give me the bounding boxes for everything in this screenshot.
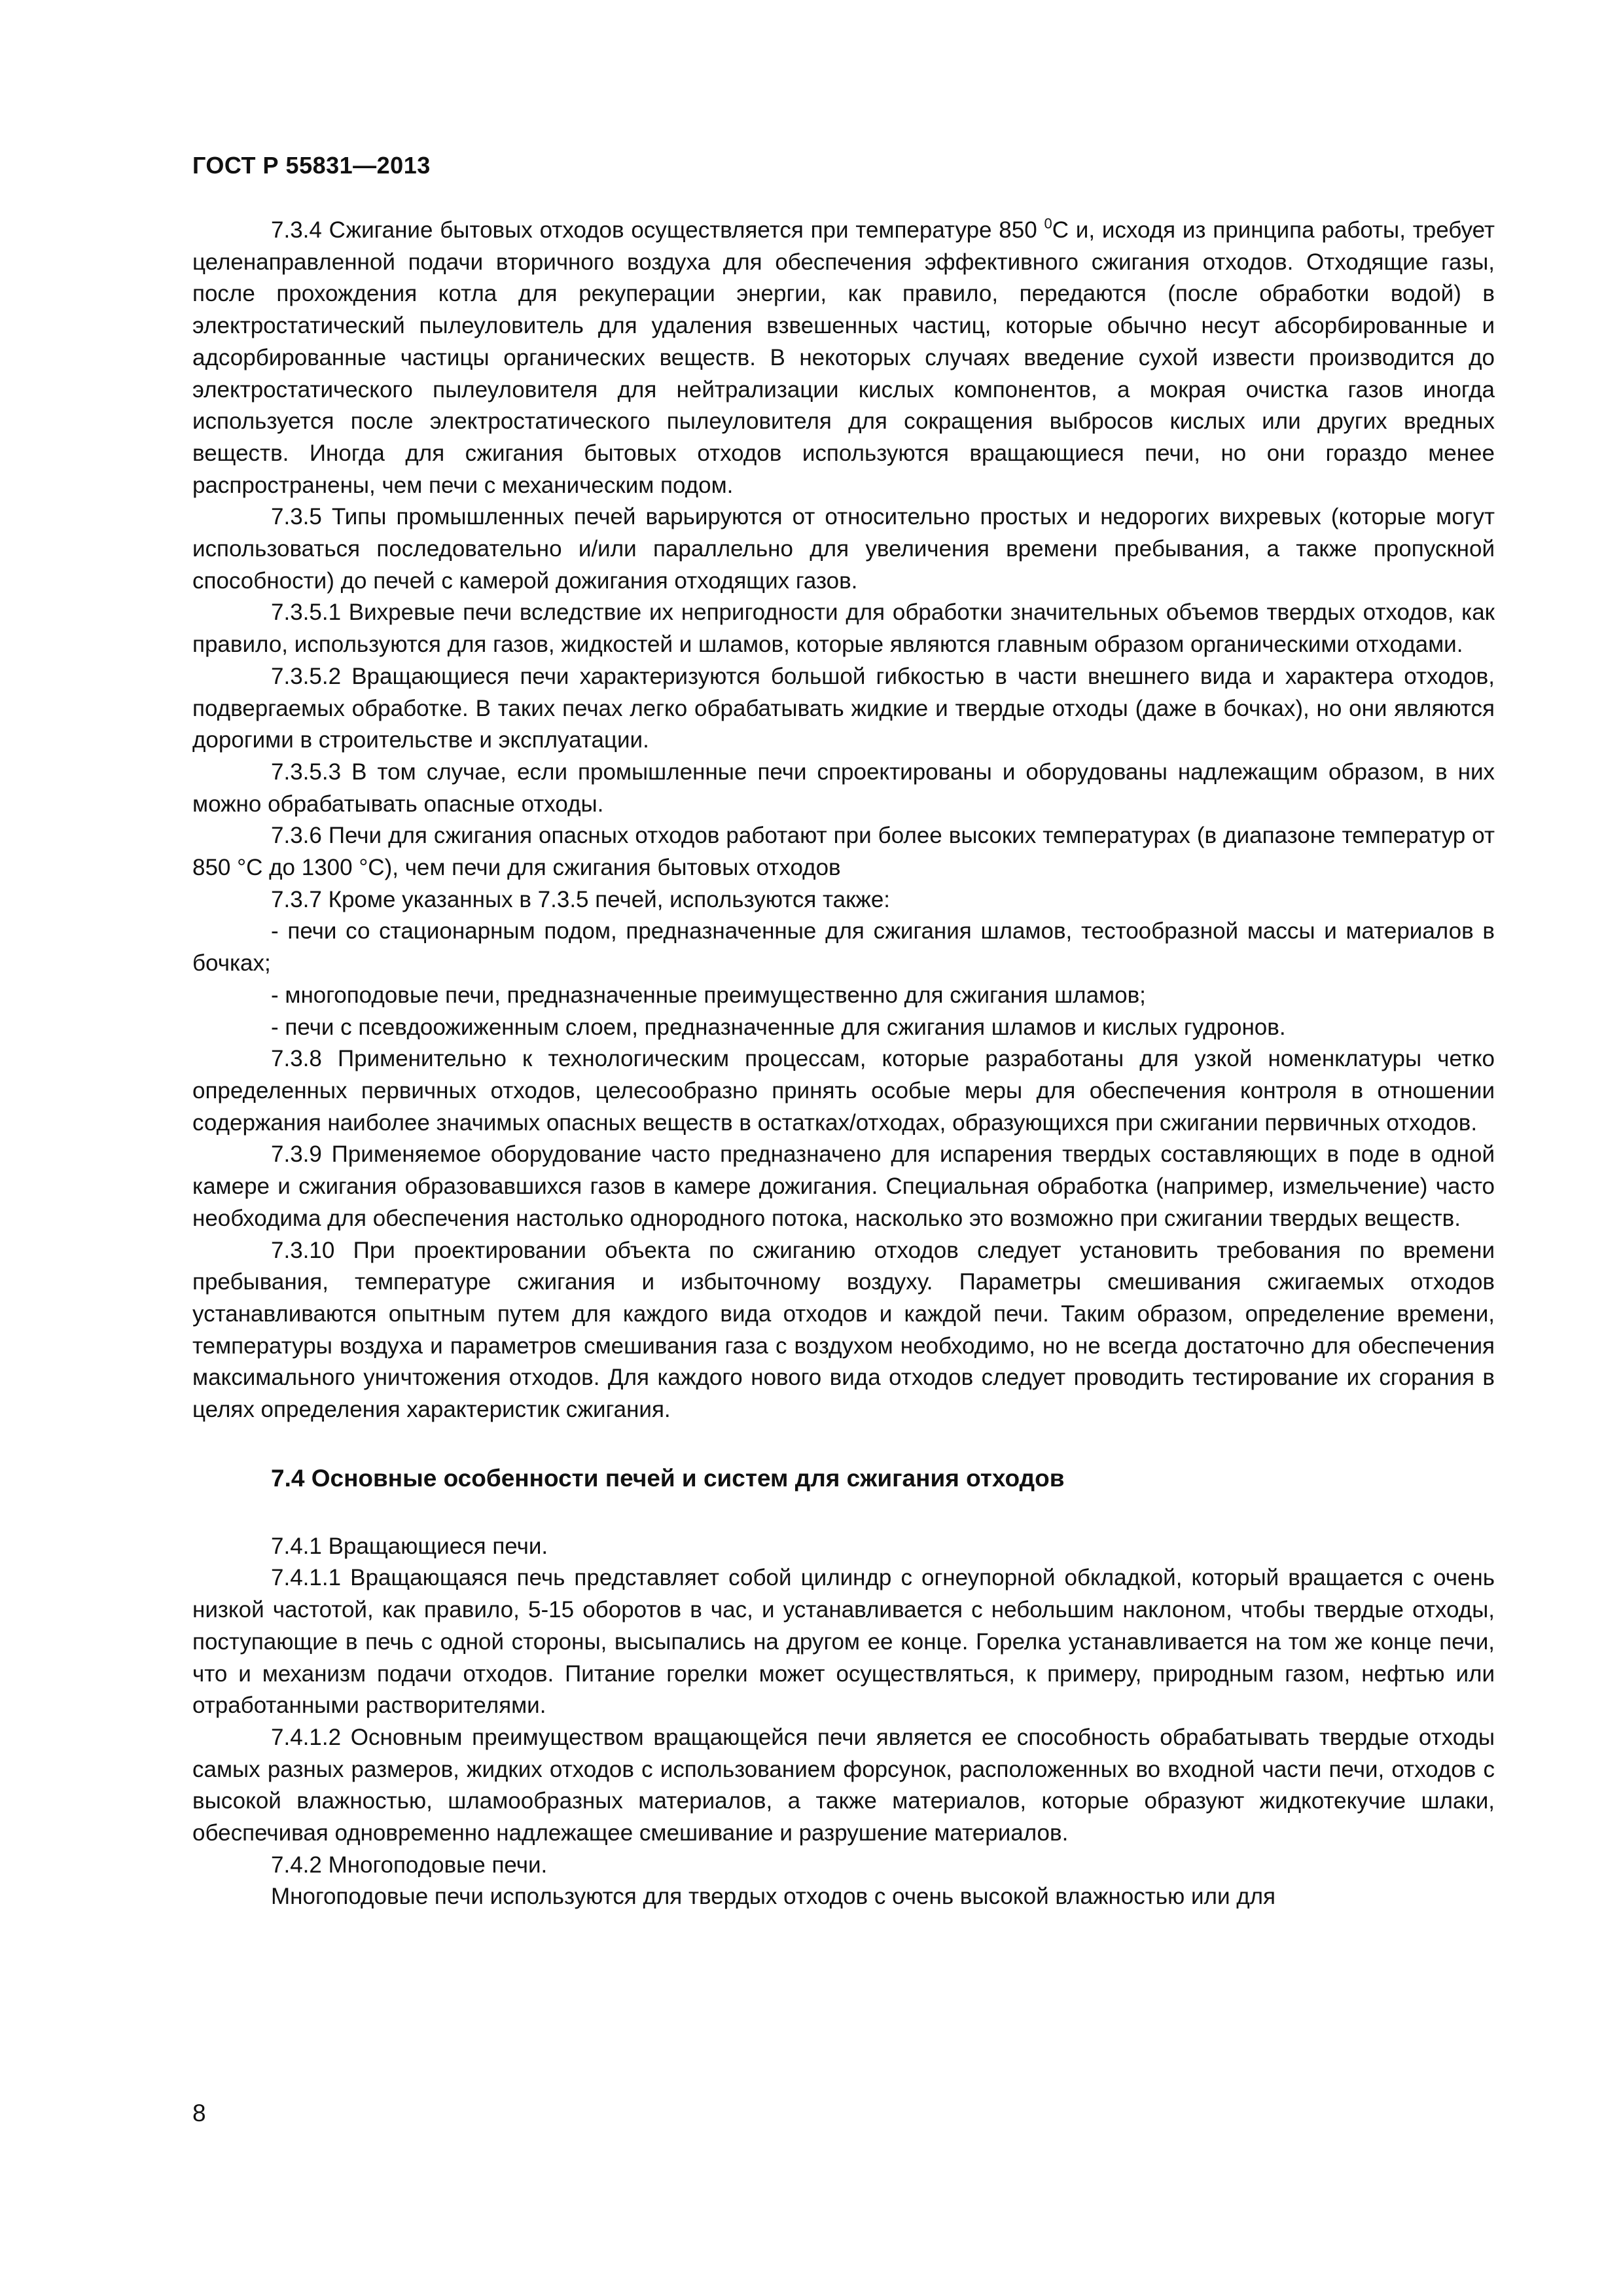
paragraph-7-3-7: 7.3.7 Кроме указанных в 7.3.5 печей, используются также: <box>271 886 891 912</box>
degree-superscript: 0 <box>1044 215 1052 232</box>
paragraph-7-3-9: 7.3.9 Применяемое оборудование часто предназначено для испарения твердых составляющих в поде в одной камере и сжигания образовавшихся газов в камере дожигания. Специальная обработка (например, измельчение) часто необходима для обеспечения настолько однородного потока, насколько это возможно при сжигании твердых веществ. <box>192 1141 1495 1231</box>
paragraph-7-3-5-1: 7.3.5.1 Вихревые печи вследствие их непригодности для обработки значительных объемов твердых отходов, как правило, используются для газов, жидкостей и шламов, которые являются главным образом органическими отходами. <box>192 600 1495 658</box>
section-heading-7-4: 7.4 Основные особенности печей и систем для сжигания отходов <box>271 1464 1065 1492</box>
paragraph-7-3-4-part1: 7.3.4 Сжигание бытовых отходов осуществляется при температуре 850 <box>271 217 1044 243</box>
list-item-7-3-7-3: - печи с псевдоожиженным слоем, предназначенные для сжигания шламов и кислых гудронов. <box>271 1014 1286 1040</box>
paragraph-7-3-5-2: 7.3.5.2 Вращающиеся печи характеризуются большой гибкостью в части внешнего вида и характера отходов, подвергаемых обработке. В таких печах легко обрабатывать жидкие и твердые отходы (даже в бочках), но они являются дорогими в строительстве и эксплуатации. <box>192 663 1495 753</box>
paragraph-7-4-2-text: Многоподовые печи используются для твердых отходов с очень высокой влажностью или для <box>271 1884 1276 1910</box>
paragraph-7-3-6: 7.3.6 Печи для сжигания опасных отходов работают при более высоких температурах (в диапазоне температур от 850 °С до 1300 °С), чем печи для сжигания бытовых отходов <box>192 823 1495 881</box>
paragraph-7-3-5-3: 7.3.5.3 В том случае, если промышленные печи спроектированы и оборудованы надлежащим образом, в них можно обрабатывать опасные отходы. <box>192 759 1495 817</box>
paragraph-7-4-1: 7.4.1 Вращающиеся печи. <box>271 1533 548 1559</box>
paragraph-7-4-1-1: 7.4.1.1 Вращающаяся печь представляет собой цилиндр с огнеупорной обкладкой, который вращается с очень низкой частотой, как правило, 5-15 оборотов в час, и устанавливается с небольшим наклоном, чтобы твердые отходы, поступающие в печь с одной стороны, высыпались на другом ее конце. Горелка устанавливается на том же конце печи, что и механизм подачи отходов. Питание горелки может осуществляться, к примеру, природным газом, нефтью или отработанными растворителями. <box>192 1565 1495 1719</box>
page-number: 8 <box>192 2100 206 2126</box>
paragraph-7-4-2: 7.4.2 Многоподовые печи. <box>271 1852 548 1878</box>
list-item-7-3-7-1: - печи со стационарным подом, предназначенные для сжигания шламов, тестообразной массы и материалов в бочках; <box>192 918 1495 977</box>
paragraph-7-3-4-part2: С и, исходя из принципа работы, требует целенаправленной подачи вторичного воздуха для обеспечения эффективного сжигания отходов. Отходящие газы, после прохождения котла для рекуперации энергии, как правило, передаются (после обработки водой) в электростатический пылеуловитель для удаления взвешенных частиц, которые обычно несут абсорбированные и адсорбированные частицы органических веществ. В некоторых случаях введение сухой извести производится до электростатического пылеуловителя для нейтрализации кислых компонентов, а мокрая очистка газов иногда используется после электростатического пылеуловителя для сокращения выбросов кислых или других вредных веществ. Иногда для сжигания бытовых отходов используются вращающиеся печи, но они гораздо менее распространены, чем печи с механическим подом. <box>192 217 1495 498</box>
paragraph-7-3-8: 7.3.8 Применительно к технологическим процессам, которые разработаны для узкой номенклатуры четко определенных первичных отходов, целесообразно принять особые меры для обеспечения контроля в отношении содержания наиболее значимых опасных веществ в остатках/отходах, образующихся при сжигании первичных отходов. <box>192 1046 1495 1136</box>
document-header: ГОСТ Р 55831—2013 <box>192 152 431 179</box>
paragraph-7-3-4 <box>192 215 1495 501</box>
paragraph-7-4-1-2: 7.4.1.2 Основным преимуществом вращающейся печи является ее способность обрабатывать твердые отходы самых разных размеров, жидких отходов с использованием форсунок, расположенных во входной части печи, отходов с высокой влажностью, шламообразных материалов, а также материалов, которые образуют жидкотекучие шлаки, обеспечивая одновременно надлежащее смешивание и разрушение материалов. <box>192 1724 1495 1846</box>
paragraph-7-3-5: 7.3.5 Типы промышленных печей варьируются от относительно простых и недорогих вихревых (которые могут использоваться последовательно и/или параллельно для увеличения времени пребывания, а также пропускной способности) до печей с камерой дожигания отходящих газов. <box>192 504 1495 594</box>
list-item-7-3-7-2: - многоподовые печи, предназначенные преимущественно для сжигания шламов; <box>271 982 1146 1008</box>
paragraph-7-3-10: 7.3.10 При проектировании объекта по сжиганию отходов следует установить требования по времени пребывания, температуре сжигания и избыточному воздуху. Параметры смешивания сжигаемых отходов устанавливаются опытным путем для каждого вида отходов и каждой печи. Таким образом, определение времени, температуры воздуха и параметров смешивания газа с воздухом необходимо, но не всегда достаточно для обеспечения максимального уничтожения отходов. Для каждого нового вида отходов следует проводить тестирование их сгорания в целях определения характеристик сжигания. <box>192 1237 1495 1423</box>
document-body <box>192 215 1495 1913</box>
